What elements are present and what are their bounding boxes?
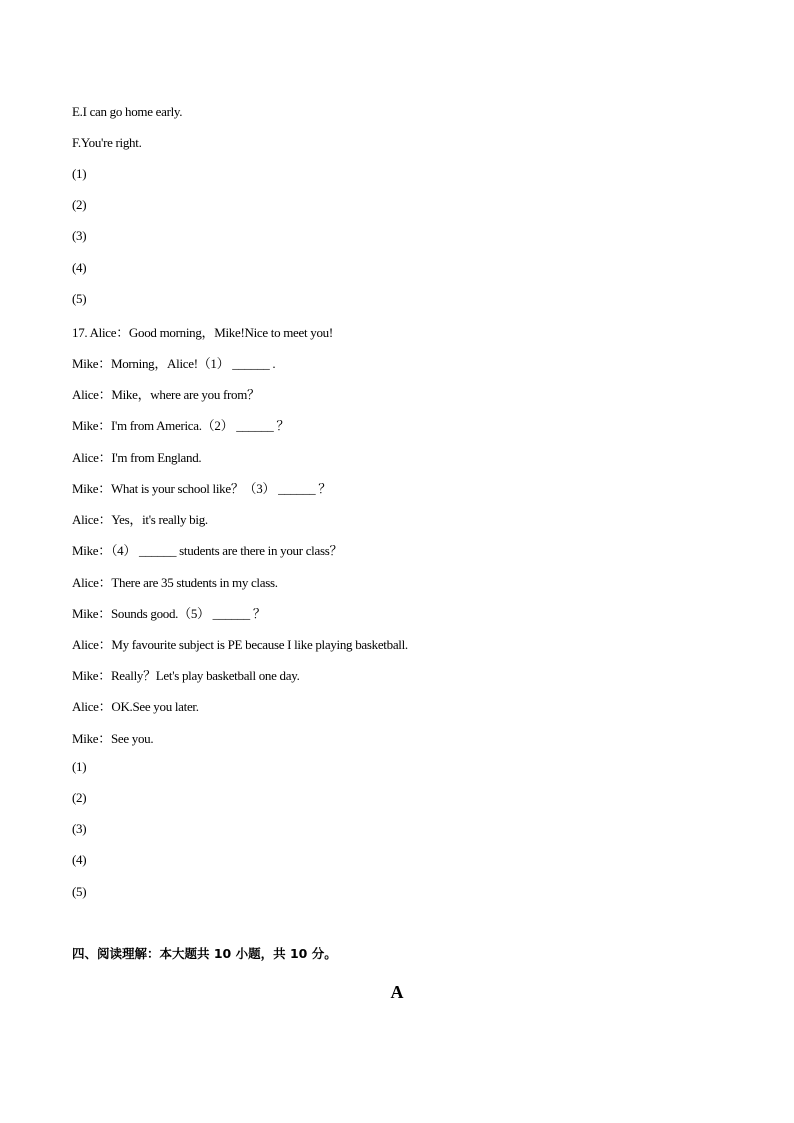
dialogue-line: Mike：（4） ______ students are there in your class？ xyxy=(72,543,343,558)
option-e: E.I can go home early. xyxy=(72,104,183,119)
answer-line-17-2: (2) xyxy=(72,790,87,805)
dialogue-line: Mike：Really？Let's play basketball one day. xyxy=(72,668,300,683)
dialogue-line: Alice：Mike，where are you from？ xyxy=(72,387,260,402)
dialogue-line: Alice：Yes，it's really big. xyxy=(72,512,208,527)
dialogue-line: Alice：I'm from England. xyxy=(72,450,202,465)
dialogue-line: Mike：I'm from America.（2） ______ ？ xyxy=(72,418,290,433)
answer-line-16-1: (1) xyxy=(72,166,87,181)
dialogue-line: Mike：Morning，Alice!（1） ______ . xyxy=(72,356,276,371)
option-f: F.You're right. xyxy=(72,135,142,150)
answer-line-16-2: (2) xyxy=(72,197,87,212)
dialogue-line: Alice：My favourite subject is PE because I like playing basketball. xyxy=(72,637,408,652)
answer-line-17-5: (5) xyxy=(72,884,87,899)
answer-line-17-1: (1) xyxy=(72,759,87,774)
answer-line-17-4: (4) xyxy=(72,852,87,867)
answer-line-17-3: (3) xyxy=(72,821,87,836)
dialogue-line: Mike：What is your school like？（3） ______ ？ xyxy=(72,481,331,496)
dialogue-line: Mike：See you. xyxy=(72,731,154,746)
dialogue-line: Alice：There are 35 students in my class. xyxy=(72,575,278,590)
answer-line-16-5: (5) xyxy=(72,291,87,306)
passage-letter: A xyxy=(390,982,404,1002)
section-heading: 四、阅读理解：本大题共 10 小题，共 10 分。 xyxy=(72,946,337,961)
dialogue-line: Alice：OK.See you later. xyxy=(72,699,199,714)
answer-line-16-4: (4) xyxy=(72,260,87,275)
answer-line-16-3: (3) xyxy=(72,228,87,243)
dialogue-line: Mike：Sounds good.（5） ______ ？ xyxy=(72,606,266,621)
dialogue-line: 17. Alice：Good morning，Mike!Nice to meet you! xyxy=(72,325,333,340)
